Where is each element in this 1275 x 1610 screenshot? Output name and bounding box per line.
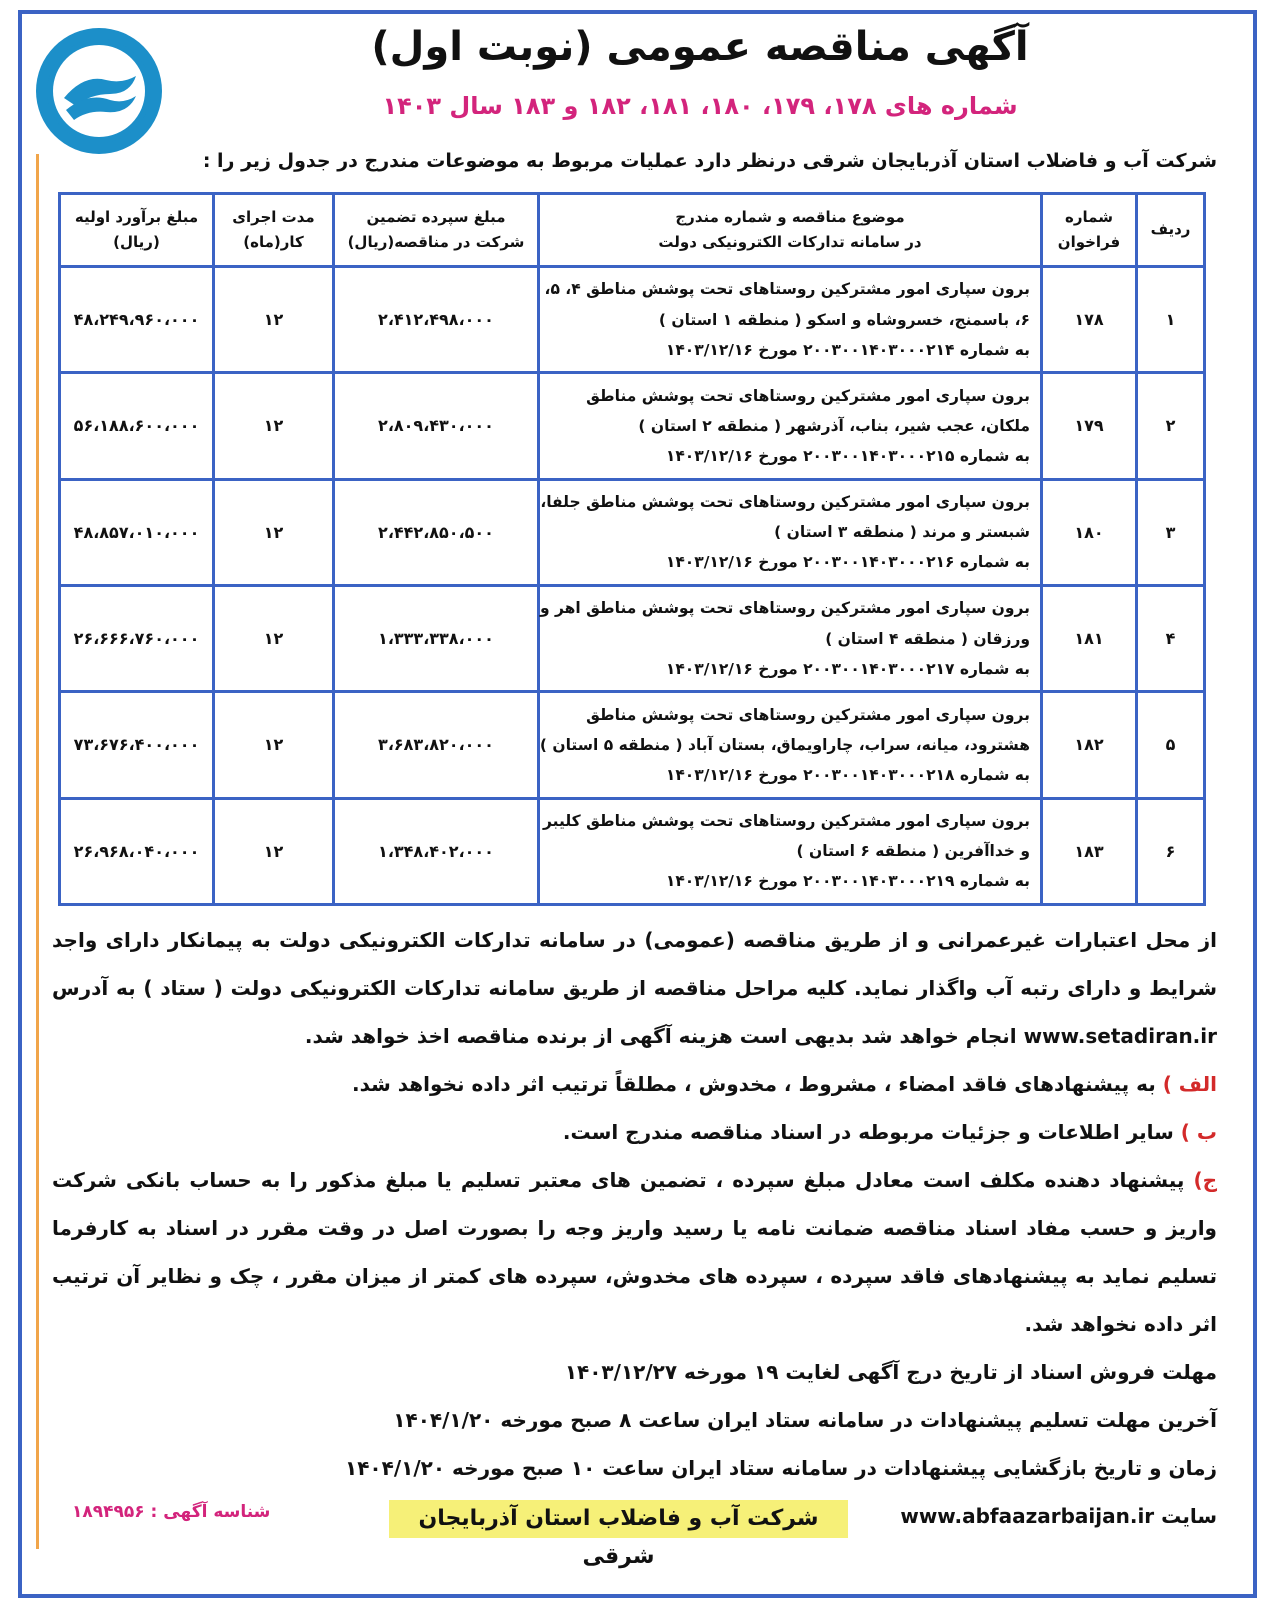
- deadline-submit: آخرین مهلت تسلیم پیشنهادات در سامانه ستاد ایران ساعت ۸ صبح مورخه ۱۴۰۴/۱/۲۰: [393, 1408, 1217, 1432]
- col-header-subject: موضوع مناقصه و شماره مندرج در سامانه تدارکات الکترونیکی دولت: [539, 194, 1042, 267]
- row-index: ۱: [1137, 267, 1205, 373]
- duration: ۱۲: [214, 798, 334, 904]
- col-header-deposit: مبلغ سپرده تضمین شرکت در مناقصه(ریال): [334, 194, 539, 267]
- clause-label: ج): [1193, 1168, 1217, 1192]
- duration: ۱۲: [214, 692, 334, 798]
- col-header-duration: مدت اجرای کار(ماه): [214, 194, 334, 267]
- estimate-amount: ۲۶،۶۶۶،۷۶۰،۰۰۰: [60, 585, 214, 691]
- table-row: [60, 692, 1205, 798]
- deposit-amount: ۲،۴۴۲،۸۵۰،۵۰۰: [334, 479, 539, 585]
- duration: ۱۲: [214, 267, 334, 373]
- clause-jim: ج) پیشنهاد دهنده مکلف است معادل مبلغ سپرده ، تضمین های معتبر تسلیم یا مبلغ مذکور را به حساب بانکی شرکت واریز و حسب مفاد اسناد مناقصه ضمانت نامه یا رسید واریز وجه را بصورت اصل در وقت مقرر در اسناد به کارفرما تسلیم نماید به پیشنهادهای فاقد سپرده ، سپرده های مخدوش، سپرده های کمتر از میزان مقرر ، چک و نظایر آن ترتیب اثر داده نخواهد شد.: [52, 1168, 1217, 1336]
- abfa-website-link[interactable]: www.abfaazarbaijan.ir: [900, 1504, 1155, 1528]
- duration: ۱۲: [214, 373, 334, 479]
- tender-subject: برون سپاری امور مشترکین روستاهای تحت پوشش مناطق ۴، ۵، ۶، باسمنج، خسروشاه و اسکو ( منطقه ۱ استان ) به شماره ۲۰۰۳۰۰۱۴۰۳۰۰۰۲۱۴ مورخ ۱۴۰۳/۱۲/۱۶: [539, 267, 1042, 373]
- tender-subject: برون سپاری امور مشترکین روستاهای تحت پوشش مناطق کلیبر و خداآفرین ( منطقه ۶ استان ) به شماره ۲۰۰۳۰۰۱۴۰۳۰۰۰۲۱۹ مورخ ۱۴۰۳/۱۲/۱۶: [539, 798, 1042, 904]
- website-line: سایت www.abfaazarbaijan.ir: [900, 1504, 1217, 1528]
- decorative-line: [36, 154, 39, 1549]
- table-header-row: [60, 194, 1205, 267]
- col-header-call: شماره فراخوان: [1042, 194, 1137, 267]
- clause-label: ب ): [1180, 1120, 1217, 1144]
- call-number: ۱۷۹: [1042, 373, 1137, 479]
- tender-table: [58, 192, 1206, 906]
- tender-conditions: [52, 916, 1217, 1540]
- tender-numbers: شماره های ۱۷۸، ۱۷۹، ۱۸۰، ۱۸۱، ۱۸۲ و ۱۸۳ سال ۱۴۰۳: [382, 92, 1018, 120]
- duration: ۱۲: [214, 585, 334, 691]
- tender-subject: برون سپاری امور مشترکین روستاهای تحت پوشش مناطق ملکان، عجب شیر، بناب، آذرشهر ( منطقه ۲ استان ) به شماره ۲۰۰۳۰۰۱۴۰۳۰۰۰۲۱۵ مورخ ۱۴۰۳/۱۲/۱۶: [539, 373, 1042, 479]
- row-index: ۵: [1137, 692, 1205, 798]
- row-index: ۶: [1137, 798, 1205, 904]
- clause-label: الف ): [1162, 1072, 1217, 1096]
- estimate-amount: ۴۸،۸۵۷،۰۱۰،۰۰۰: [60, 479, 214, 585]
- row-index: ۴: [1137, 585, 1205, 691]
- opening-time: زمان و تاریخ بازگشایی پیشنهادات در سامانه ستاد ایران ساعت ۱۰ صبح مورخه ۱۴۰۴/۱/۲۰: [345, 1456, 1217, 1480]
- table-row: [60, 373, 1205, 479]
- call-number: ۱۸۰: [1042, 479, 1137, 585]
- row-index: ۳: [1137, 479, 1205, 585]
- col-header-estimate: مبلغ برآورد اولیه (ریال): [60, 194, 214, 267]
- tender-subject: برون سپاری امور مشترکین روستاهای تحت پوشش مناطق هشترود، میانه، سراب، چاراویماق، بستان آباد ( منطقه ۵ استان ) به شماره ۲۰۰۳۰۰۱۴۰۳۰۰۰۲۱۸ مورخ ۱۴۰۳/۱۲/۱۶: [539, 692, 1042, 798]
- table-row: [60, 798, 1205, 904]
- intro-text: شرکت آب و فاضلاب استان آذربایجان شرقی درنظر دارد عملیات مربوط به موضوعات مندرج در جدول زیر را :: [202, 150, 1217, 172]
- water-wave-logo-icon: [36, 28, 162, 154]
- call-number: ۱۷۸: [1042, 267, 1137, 373]
- table-row: [60, 267, 1205, 373]
- estimate-amount: ۷۳،۶۷۶،۴۰۰،۰۰۰: [60, 692, 214, 798]
- deposit-amount: ۲،۸۰۹،۴۳۰،۰۰۰: [334, 373, 539, 479]
- call-number: ۱۸۳: [1042, 798, 1137, 904]
- estimate-amount: ۲۶،۹۶۸،۰۴۰،۰۰۰: [60, 798, 214, 904]
- duration: ۱۲: [214, 479, 334, 585]
- company-name-banner: شرکت آب و فاضلاب استان آذربایجان شرقی: [389, 1500, 848, 1538]
- deposit-amount: ۱،۳۴۸،۴۰۲،۰۰۰: [334, 798, 539, 904]
- deposit-amount: ۲،۴۱۲،۴۹۸،۰۰۰: [334, 267, 539, 373]
- deposit-amount: ۳،۶۸۳،۸۲۰،۰۰۰: [334, 692, 539, 798]
- col-header-row: ردیف: [1137, 194, 1205, 267]
- setadiran-link[interactable]: www.setadiran.ir: [1023, 1024, 1217, 1048]
- page-title: آگهی مناقصه عمومی (نوبت اول): [371, 24, 1029, 70]
- table-row: [60, 479, 1205, 585]
- deadline-sale: مهلت فروش اسناد از تاریخ درج آگهی لغایت ۱۹ مورخه ۱۴۰۳/۱۲/۲۷: [564, 1360, 1217, 1384]
- deposit-amount: ۱،۳۳۳،۳۳۸،۰۰۰: [334, 585, 539, 691]
- estimate-amount: ۴۸،۲۴۹،۹۶۰،۰۰۰: [60, 267, 214, 373]
- clause-be: ب ) سایر اطلاعات و جزئیات مربوطه در اسناد مناقصه مندرج است.: [562, 1120, 1217, 1144]
- row-index: ۲: [1137, 373, 1205, 479]
- call-number: ۱۸۱: [1042, 585, 1137, 691]
- ad-identifier: شناسه آگهی : ۱۸۹۴۹۵۶: [72, 1502, 271, 1522]
- paragraph-main: از محل اعتبارات غیرعمرانی و از طریق مناقصه (عمومی) در سامانه تدارکات الکترونیکی دولت به پیمانکار دارای واجد شرایط و دارای رتبه آب واگذار نماید. کلیه مراحل مناقصه از طریق سامانه تدارکات الکترونیکی دولت ( ستاد ) به آدرس www.setadiran.ir انجام خواهد شد بدیهی است هزینه آگهی از برنده مناقصه اخذ خواهد شد.: [52, 928, 1217, 1048]
- estimate-amount: ۵۶،۱۸۸،۶۰۰،۰۰۰: [60, 373, 214, 479]
- tender-subject: برون سپاری امور مشترکین روستاهای تحت پوشش مناطق اهر و ورزقان ( منطقه ۴ استان ) به شماره ۲۰۰۳۰۰۱۴۰۳۰۰۰۲۱۷ مورخ ۱۴۰۳/۱۲/۱۶: [539, 585, 1042, 691]
- table-row: [60, 585, 1205, 691]
- tender-subject: برون سپاری امور مشترکین روستاهای تحت پوشش مناطق جلفا، شبستر و مرند ( منطقه ۳ استان ) به شماره ۲۰۰۳۰۰۱۴۰۳۰۰۰۲۱۶ مورخ ۱۴۰۳/۱۲/۱۶: [539, 479, 1042, 585]
- call-number: ۱۸۲: [1042, 692, 1137, 798]
- clause-alef: الف ) به پیشنهادهای فاقد امضاء ، مشروط ، مخدوش ، مطلقاً ترتیب اثر داده نخواهد شد.: [351, 1072, 1217, 1096]
